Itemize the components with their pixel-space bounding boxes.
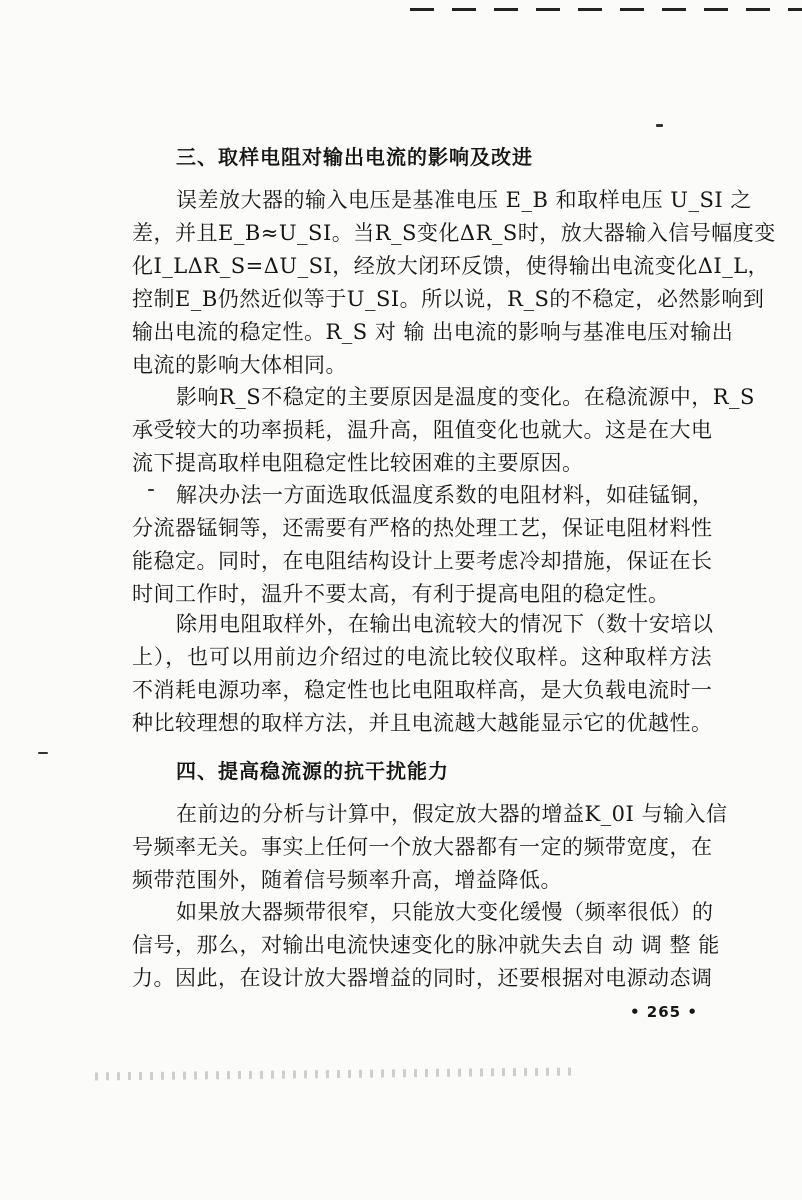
text-line: 控制E_B仍然近似等于U_SI。所以说，R_S的不稳定，必然影响到 bbox=[132, 287, 765, 311]
text-line: 频带范围外，随着信号频率升高，增益降低。 bbox=[132, 868, 562, 892]
text-line: 影响R_S不稳定的主要原因是温度的变化。在稳流源中，R_S bbox=[176, 385, 755, 409]
text-line: 号频率无关。事实上任何一个放大器都有一定的频带宽度，在 bbox=[132, 835, 713, 859]
text-line: 上），也可以用前边介绍过的电流比较仪取样。这种取样方法 bbox=[132, 645, 712, 669]
text-line: 解决办法一方面选取低温度系数的电阻材料，如硅锰铜， bbox=[176, 483, 714, 507]
text-line: 流下提高取样电阻稳定性比较困难的主要原因。 bbox=[132, 451, 584, 475]
text-line: 如果放大器频带很窄，只能放大变化缓慢（频率很低）的 bbox=[176, 900, 714, 924]
text-line: 误差放大器的输入电压是基准电压 E_B 和取样电压 U_SI 之 bbox=[176, 188, 752, 212]
text-line: 不消耗电源功率，稳定性也比电阻取样高，是大负载电流时一 bbox=[132, 678, 713, 702]
section-heading-4: 四、提高稳流源的抗干扰能力 bbox=[176, 759, 449, 783]
text-line: 差，并且E_B≈U_SI。当R_S变化ΔR_S时，放大器输入信号幅度变 bbox=[132, 221, 776, 245]
text-line: 分流器锰铜等，还需要有严格的热处理工艺，保证电阻材料性 bbox=[132, 516, 713, 540]
text-line: 信号，那么，对输出电流快速变化的脉冲就失去自 动 调 整 能 bbox=[132, 933, 720, 957]
paragraph bbox=[132, 479, 712, 611]
page-number: • 265 • bbox=[630, 1003, 698, 1021]
text-line: 化I_LΔR_S=ΔU_SI，经放大闭环反馈，使得输出电流变化ΔI_L， bbox=[132, 254, 770, 278]
section-heading-3: 三、取样电阻对输出电流的影响及改进 bbox=[176, 145, 533, 169]
text-line: 电流的影响大体相同。 bbox=[132, 353, 347, 377]
paragraph bbox=[132, 896, 720, 995]
paragraph bbox=[132, 381, 755, 480]
text-line: 承受较大的功率损耗，温升高，阻值变化也就大。这是在大电 bbox=[132, 418, 713, 442]
text-line: 除用电阻取样外，在输出电流较大的情况下（数十安培以 bbox=[176, 612, 714, 636]
text-line: 在前边的分析与计算中，假定放大器的增益K_0I 与输入信 bbox=[176, 802, 728, 826]
text-line: 时间工作时，温升不要太高，有利于提高电阻的稳定性。 bbox=[132, 582, 670, 606]
paragraph bbox=[132, 608, 712, 740]
text-line: 力。因此，在设计放大器增益的同时，还要根据对电源动态调 bbox=[132, 966, 713, 990]
text-line: 输出电流的稳定性。R_S 对 输 出电流的影响与基准电压对输出 bbox=[132, 320, 734, 344]
text-line: 能稳定。同时，在电阻结构设计上要考虑冷却措施，保证在长 bbox=[132, 549, 713, 573]
paragraph bbox=[132, 184, 776, 382]
text-line: 种比较理想的取样方法，并且电流越大越能显示它的优越性。 bbox=[132, 711, 713, 735]
paragraph bbox=[132, 798, 728, 897]
